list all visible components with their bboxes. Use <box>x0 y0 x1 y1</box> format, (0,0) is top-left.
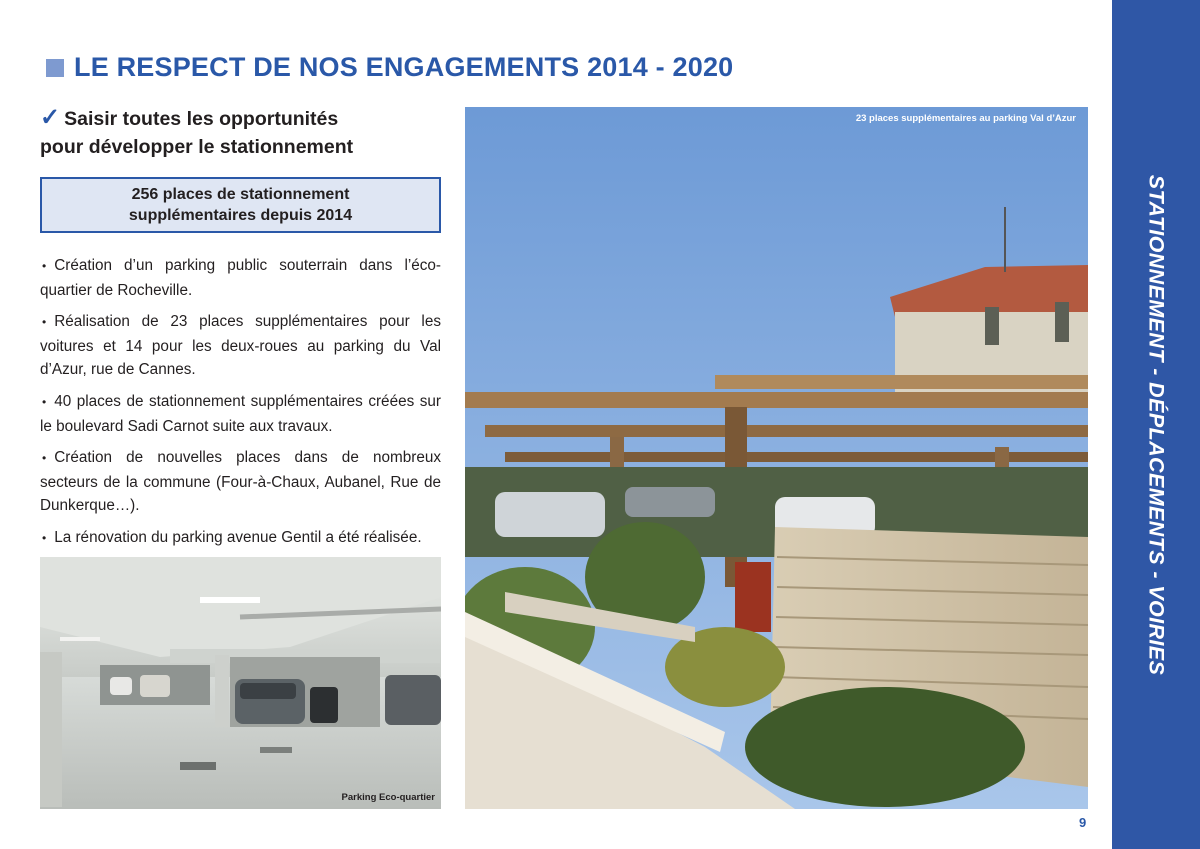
bullet-list <box>40 254 441 559</box>
photo-parking-eco-quartier <box>40 557 441 809</box>
bullet-icon: • <box>42 451 47 466</box>
page-title: LE RESPECT DE NOS ENGAGEMENTS 2014 - 2020 <box>74 52 734 82</box>
bullet-item <box>40 254 441 302</box>
photo-caption-right: 23 places supplémentaires au parking Val d’Azur <box>855 113 1076 124</box>
bullet-item <box>40 310 441 382</box>
bullet-text: Création d’un parking public souterrain dans l’éco-quartier de Rocheville. <box>40 257 441 299</box>
section-subtitle <box>40 104 450 161</box>
bullet-text: Création de nouvelles places dans de nombreux secteurs de la commune (Four-à-Chaux, Aubanel, Rue de Dunkerque…). <box>40 449 441 515</box>
highlight-box <box>40 177 441 233</box>
bullet-icon: • <box>42 394 47 409</box>
bullet-icon: • <box>42 315 47 330</box>
bullet-icon: • <box>42 259 47 273</box>
subtitle-text-2: pour développer le stationnement <box>40 136 354 158</box>
highlight-line-1: 256 places de stationnement <box>131 186 350 203</box>
photo-parking-val-dazur <box>465 107 1088 809</box>
parking-illustration <box>40 557 441 809</box>
bullet-item <box>40 446 441 518</box>
title-square-icon <box>46 59 64 77</box>
page-number: 9 <box>1079 815 1087 830</box>
page-header <box>46 52 733 83</box>
photo-caption-left: Parking Eco-quartier <box>341 792 435 803</box>
bullet-text: La rénovation du parking avenue Gentil a été réalisée. <box>54 528 422 546</box>
checkmark-icon: ✓ <box>40 104 61 131</box>
bullet-item <box>40 390 441 438</box>
bullet-item <box>40 526 441 551</box>
subtitle-line-1 <box>40 104 450 133</box>
side-band <box>1112 0 1200 849</box>
side-band-title: STATIONNEMENT - DÉPLACEMENTS - VOIRIES <box>1144 174 1169 675</box>
subtitle-text-1: Saisir toutes les opportunités <box>64 108 339 130</box>
highlight-line-2: supplémentaires depuis 2014 <box>128 207 353 224</box>
bullet-text: Réalisation de 23 places supplémentaires pour les voitures et 14 pour les deux-roues au parking du Val d’Azur, rue de Cannes. <box>40 313 441 379</box>
pergola-illustration <box>465 107 1088 809</box>
bullet-text: 40 places de stationnement supplémentaires créées sur le boulevard Sadi Carnot suite aux travaux. <box>40 392 441 435</box>
bullet-icon: • <box>42 530 47 545</box>
